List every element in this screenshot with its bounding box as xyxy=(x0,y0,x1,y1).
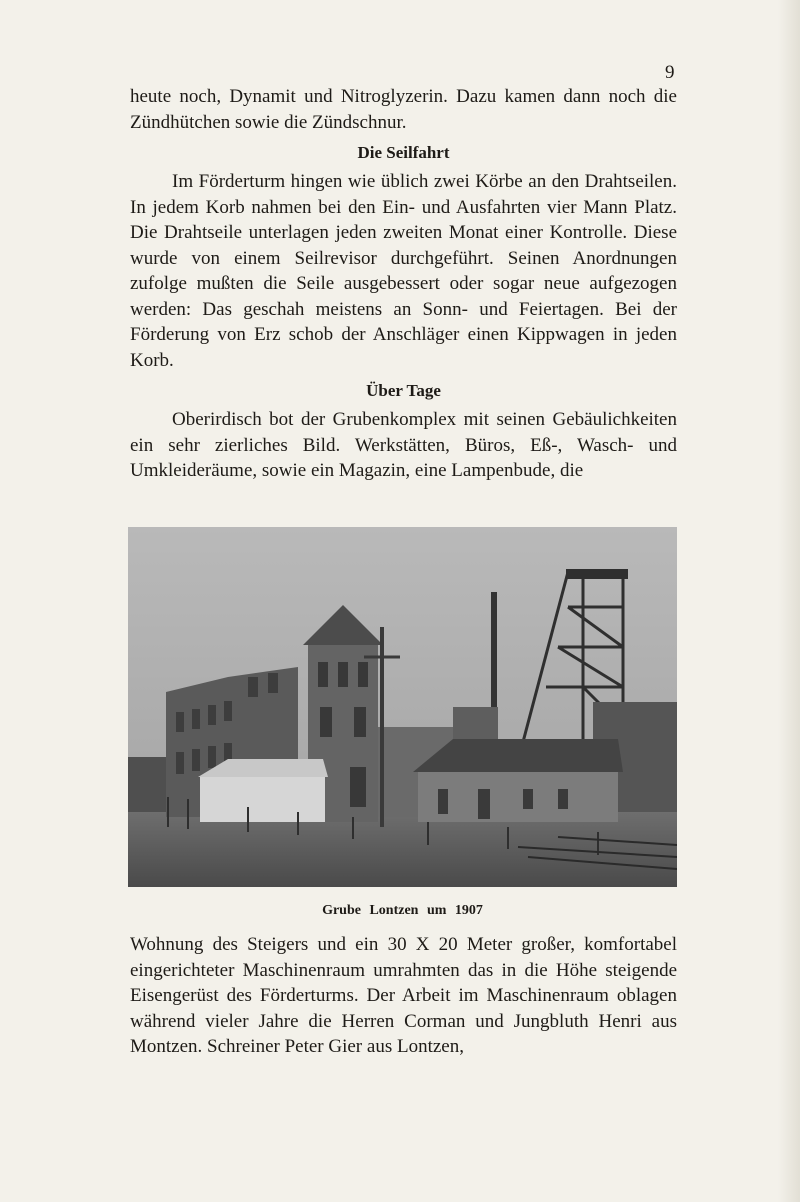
paragraph-2: Im Förderturm hingen wie üblich zwei Körbe an den Drahtseilen. In jedem Korb nahmen bei den Ein- und Ausfahrten vier Mann Platz. Die Drahtseile unterlagen jeden zweiten Monat einer Kontrolle. Diese wurde von einem Seilrevisor durchgeführt. Seinen Anordnungen zufolge mußten die Seile ausgebessert oder sogar neue aufgezogen werden: Das geschah meistens an Sonn- und Feiertagen. Bei der Förderung von Erz schob der Anschläger einen Kippwagen in jeden Korb. xyxy=(130,171,677,371)
page-edge-shadow xyxy=(778,0,800,1202)
text-block-top xyxy=(130,84,677,484)
mine-photo xyxy=(128,527,677,887)
photo-caption: Grube Lontzen um 1907 xyxy=(322,903,483,918)
paragraph-1: heute noch, Dynamit und Nitroglyzerin. Dazu kamen dann noch die Zündhütchen sowie die Zündschnur. xyxy=(130,86,677,133)
text-block-bottom xyxy=(130,932,677,1060)
page-number: 9 xyxy=(665,62,675,83)
heading-ueber-tage: Über Tage xyxy=(366,381,441,400)
paragraph-4: Wohnung des Steigers und ein 30 X 20 Meter großer, komfortabel eingerichteter Maschinenraum umrahmten das in die Höhe steigende Eisengerüst des Förderturms. Der Arbeit im Maschinenraum oblagen während vieler Jahre die Herren Corman und Jungbluth Henri aus Montzen. Schreiner Peter Gier aus Lontzen, xyxy=(130,934,677,1057)
paragraph-3: Oberirdisch bot der Grubenkomplex mit seinen Gebäulichkeiten ein sehr zierliches Bild. Werkstätten, Büros, Eß-, Wasch- und Umkleideräume, sowie ein Magazin, eine Lampenbude, die xyxy=(130,409,677,481)
heading-seilfahrt: Die Seilfahrt xyxy=(357,143,450,162)
